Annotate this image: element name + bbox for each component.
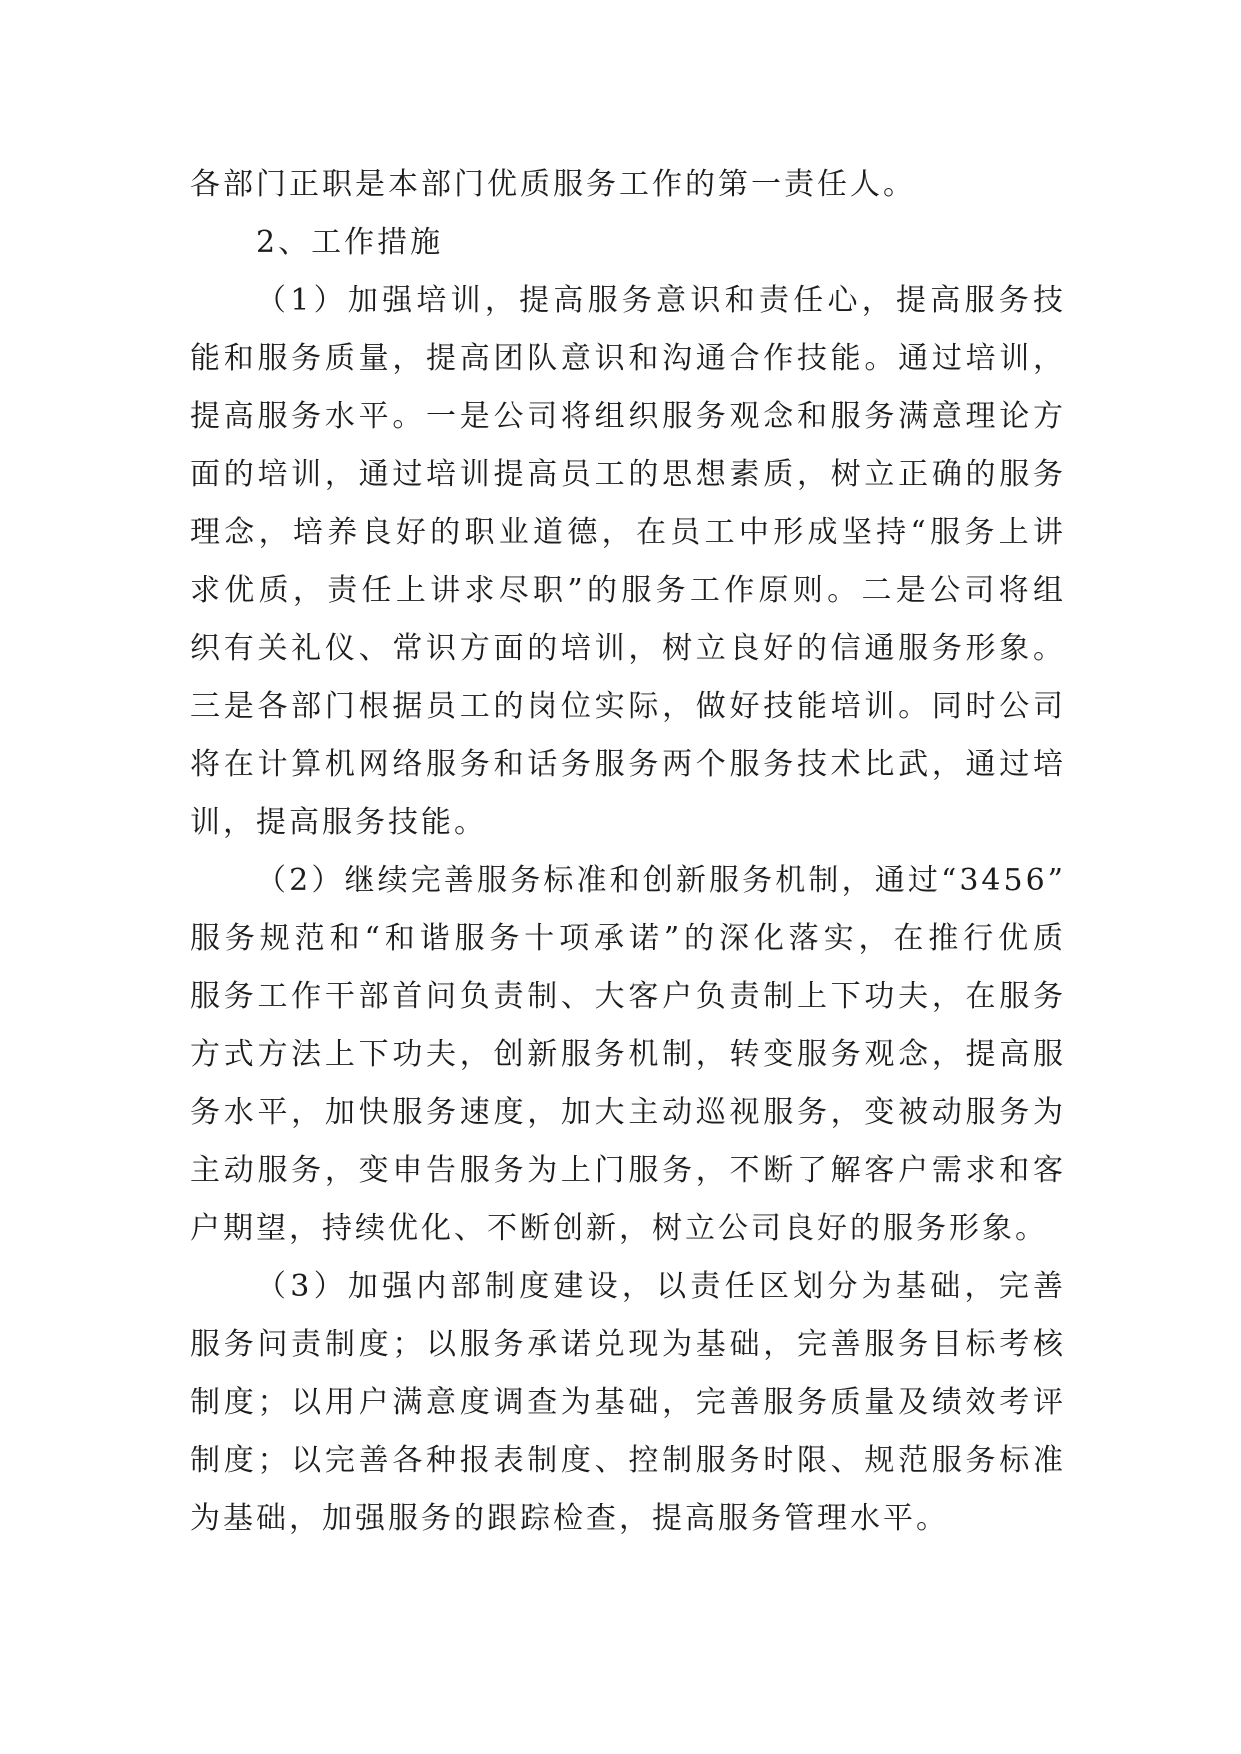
text-line: 主动服务，变申告服务为上门服务，不断了解客户需求和客 bbox=[190, 1153, 1066, 1188]
text-line: （2）继续完善服务标准和创新服务机制，通过“3456” bbox=[256, 863, 1066, 898]
text-line: 服务问责制度；以服务承诺兑现为基础，完善服务目标考核 bbox=[190, 1327, 1066, 1362]
text-line: （3）加强内部制度建设，以责任区划分为基础，完善 bbox=[256, 1269, 1066, 1304]
paragraph-item-3 bbox=[190, 1258, 1066, 1548]
body-text bbox=[190, 156, 1066, 1548]
section-heading bbox=[190, 214, 1066, 272]
text-line: 各部门正职是本部门优质服务工作的第一责任人。 bbox=[190, 167, 916, 202]
text-line: 能和服务质量，提高团队意识和沟通合作技能。通过培训， bbox=[190, 341, 1066, 376]
text-line: 制度；以完善各种报表制度、控制服务时限、规范服务标准 bbox=[190, 1443, 1066, 1478]
paragraph-item-2 bbox=[190, 852, 1066, 1258]
text-line: 务水平，加快服务速度，加大主动巡视服务，变被动服务为 bbox=[190, 1095, 1066, 1130]
text-line: 制度；以用户满意度调查为基础，完善服务质量及绩效考评 bbox=[190, 1385, 1066, 1420]
text-line: 求优质，责任上讲求尽职”的服务工作原则。二是公司将组 bbox=[190, 573, 1066, 608]
text-line: 三是各部门根据员工的岗位实际，做好技能培训。同时公司 bbox=[190, 689, 1066, 724]
text-line: （1）加强培训，提高服务意识和责任心，提高服务技 bbox=[256, 283, 1066, 318]
text-line: 提高服务水平。一是公司将组织服务观念和服务满意理论方 bbox=[190, 399, 1066, 434]
text-line: 面的培训，通过培训提高员工的思想素质，树立正确的服务 bbox=[190, 457, 1066, 492]
text-line: 服务规范和“和谐服务十项承诺”的深化落实，在推行优质 bbox=[190, 921, 1066, 956]
heading-line: 2、工作措施 bbox=[256, 225, 444, 260]
text-line: 为基础，加强服务的跟踪检查，提高服务管理水平。 bbox=[190, 1501, 949, 1536]
text-line: 将在计算机网络服务和话务服务两个服务技术比武，通过培 bbox=[190, 747, 1066, 782]
paragraph-continuation bbox=[190, 156, 1066, 214]
text-line: 服务工作干部首问负责制、大客户负责制上下功夫，在服务 bbox=[190, 979, 1066, 1014]
text-line: 户期望，持续优化、不断创新，树立公司良好的服务形象。 bbox=[190, 1211, 1048, 1246]
text-line: 方式方法上下功夫，创新服务机制，转变服务观念，提高服 bbox=[190, 1037, 1066, 1072]
text-line: 训，提高服务技能。 bbox=[190, 805, 487, 840]
text-line: 理念，培养良好的职业道德，在员工中形成坚持“服务上讲 bbox=[190, 515, 1066, 550]
paragraph-item-1 bbox=[190, 272, 1066, 852]
text-line: 织有关礼仪、常识方面的培训，树立良好的信通服务形象。 bbox=[190, 631, 1066, 666]
